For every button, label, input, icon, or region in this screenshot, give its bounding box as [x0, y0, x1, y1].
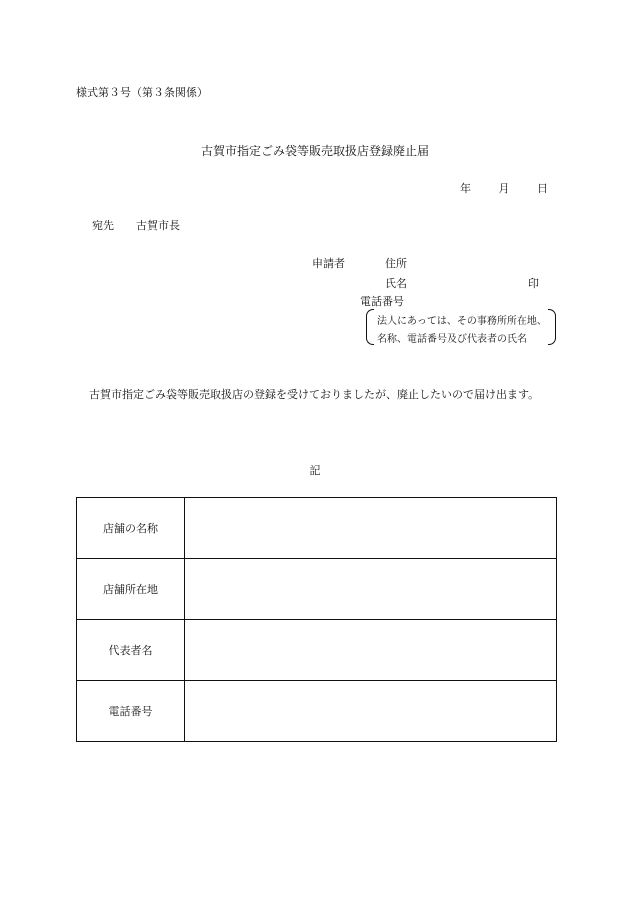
store-address-field[interactable]: [185, 559, 557, 620]
body-text: 古賀市指定ごみ袋等販売取扱店の登録を受けておりましたが、廃止したいので届け出ます。: [89, 388, 540, 401]
bracket-left: [366, 309, 374, 345]
page-title: 古賀市指定ごみ袋等販売取扱店登録廃止届: [200, 144, 429, 158]
date-line: [436, 180, 548, 196]
note-line-2: 名称、電話番号及び代表者の氏名: [377, 334, 527, 345]
addressee-label: 宛先: [92, 219, 114, 232]
date-day[interactable]: 日: [537, 182, 548, 195]
row-label-representative: 代表者名: [77, 620, 185, 681]
applicant-label: 申請者: [312, 257, 345, 270]
corporate-note: [366, 309, 556, 345]
store-name-field[interactable]: [185, 498, 557, 559]
date-year[interactable]: 年: [460, 182, 471, 195]
row-label-store-address: 店舗所在地: [77, 559, 185, 620]
address-label: 住所: [385, 257, 407, 270]
phone-label: 電話番号: [360, 295, 404, 308]
ki-mark: 記: [309, 464, 321, 477]
name-label: 氏名: [385, 277, 407, 290]
seal-mark: 印: [528, 277, 539, 290]
form-number: 様式第３号（第３条関係）: [76, 86, 208, 99]
representative-field[interactable]: [185, 620, 557, 681]
phone-field[interactable]: [185, 681, 557, 742]
row-label-phone: 電話番号: [77, 681, 185, 742]
store-info-table: [76, 497, 557, 742]
table-row: [77, 620, 557, 681]
addressee: [92, 217, 180, 233]
table-row: [77, 559, 557, 620]
date-month[interactable]: 月: [498, 182, 510, 195]
row-label-store-name: 店舗の名称: [77, 498, 185, 559]
addressee-name: 古賀市長: [136, 219, 180, 232]
note-line-1: 法人にあっては、その事務所所在地、: [377, 316, 547, 327]
table-row: [77, 498, 557, 559]
table-row: [77, 681, 557, 742]
bracket-right: [548, 309, 556, 345]
